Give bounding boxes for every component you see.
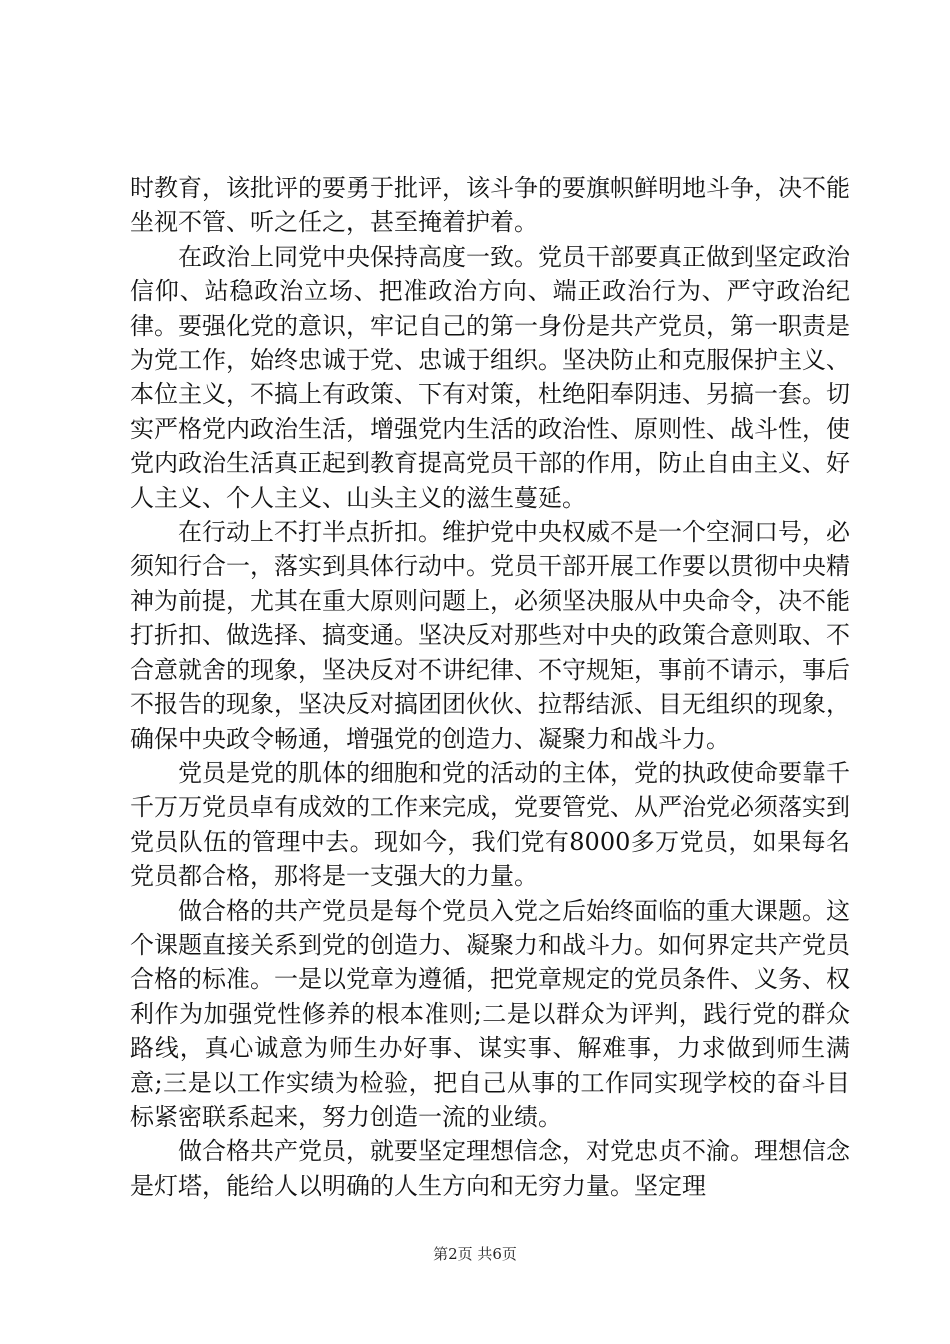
document-body: [130, 171, 850, 1203]
paragraph-5: 做合格的共产党员是每个党员入党之后始终面临的重大课题。这个课题直接关系到党的创造力、凝聚力和战斗力。如何界定共产党员合格的标准。一是以党章为遵循，把党章规定的党员条件、义务、权利作为加强党性修养的根本准则;二是以群众为评判，践行党的群众路线，真心诚意为师生办好事、谋实事、解难事，力求做到师生满意;三是以工作实绩为检验，把自己从事的工作同实现学校的奋斗目标紧密联系起来，努力创造一流的业绩。: [130, 896, 850, 1131]
paragraph-4: 党员是党的肌体的细胞和党的活动的主体，党的执政使命要靠千千万万党员卓有成效的工作来完成，党要管党、从严治党必须落实到党员队伍的管理中去。现如今，我们党有8000多万党员，如果每名党员都合格，那将是一支强大的力量。: [130, 758, 850, 891]
page-number-footer: 第2页 共6页: [433, 1245, 517, 1263]
paragraph-2: 在政治上同党中央保持高度一致。党员干部要真正做到坚定政治信仰、站稳政治立场、把准政治方向、端正政治行为、严守政治纪律。要强化党的意识，牢记自己的第一身份是共产党员，第一职责是为党工作，始终忠诚于党、忠诚于组织。坚决防止和克服保护主义、本位主义，不搞上有政策、下有对策，杜绝阳奉阴违、另搞一套。切实严格党内政治生活，增强党内生活的政治性、原则性、战斗性，使党内政治生活真正起到教育提高党员干部的作用，防止自由主义、好人主义、个人主义、山头主义的滋生蔓延。: [130, 242, 850, 512]
paragraph-1: 时教育，该批评的要勇于批评，该斗争的要旗帜鲜明地斗争，决不能坐视不管、听之任之，甚至掩着护着。: [130, 174, 850, 237]
paragraph-6: 做合格共产党员，就要坚定理想信念，对党忠贞不渝。理想信念是灯塔，能给人以明确的人生方向和无穷力量。坚定理: [130, 1137, 850, 1200]
paragraph-3: 在行动上不打半点折扣。维护党中央权威不是一个空洞口号，必须知行合一，落实到具体行动中。党员干部开展工作要以贯彻中央精神为前提，尤其在重大原则问题上，必须坚决服从中央命令，决不能打折扣、做选择、搞变通。坚决反对那些对中央的政策合意则取、不合意就舍的现象，坚决反对不讲纪律、不守规矩，事前不请示，事后不报告的现象，坚决反对搞团团伙伙、拉帮结派、目无组织的现象，确保中央政令畅通，增强党的创造力、凝聚力和战斗力。: [130, 518, 850, 753]
